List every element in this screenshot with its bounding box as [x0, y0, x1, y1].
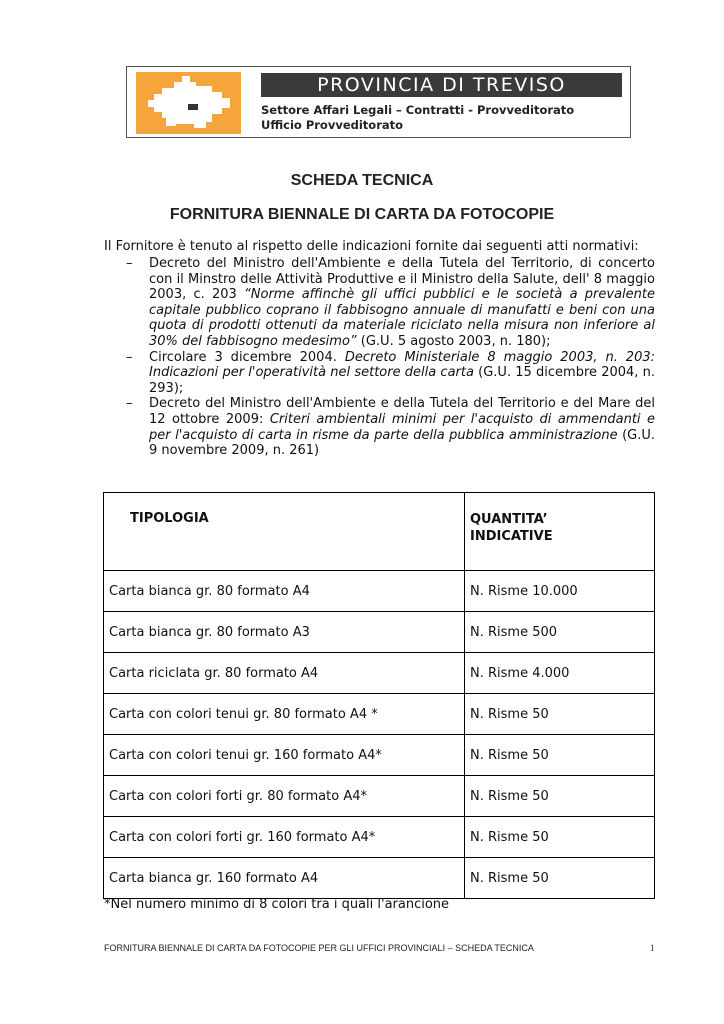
norm-title: “Norme affinchè gli uffici pubblici e le società a prevalente capitale pubblico coprano il fabbisogno annuale di manufatti e beni con una quota di prodotti ottenuti da materiale riciclato nella misura non inferiore al 30% del fabbisogno medesimo” [149, 287, 655, 349]
sector-line: Settore Affari Legali – Contratti - Provveditorato [261, 103, 575, 117]
document-subtitle: FORNITURA BIENNALE DI CARTA DA FOTOCOPIE [169, 206, 555, 223]
cell-type: Carta bianca gr. 160 formato A4 [104, 858, 465, 899]
cell-type: Carta con colori forti gr. 160 formato A4* [104, 817, 465, 858]
header-quantita [465, 493, 655, 571]
table-row [104, 653, 655, 694]
page-number: 1 [650, 943, 655, 953]
norm-ref: (G.U. 9 novembre 2009, n. 261) [149, 427, 655, 459]
header-quantita-line1: QUANTITA’ [470, 512, 548, 527]
cell-type: Carta con colori forti gr. 80 formato A4* [104, 776, 465, 817]
cell-qty: N. Risme 500 [465, 612, 655, 653]
header-quantita-line2: INDICATIVE [470, 529, 553, 544]
table-header-row [104, 493, 655, 571]
cell-qty: N. Risme 50 [465, 694, 655, 735]
norm-text: Circolare 3 dicembre 2004. [149, 349, 345, 365]
province-logo [136, 72, 241, 134]
cell-qty: N. Risme 50 [465, 858, 655, 899]
cell-type: Carta riciclata gr. 80 formato A4 [104, 653, 465, 694]
norm-text: Decreto del Ministro dell'Ambiente e della Tutela del Territorio e del Mare del 12 ottobre 2009: [149, 396, 655, 427]
cell-type: Carta con colori tenui gr. 160 formato A4* [104, 735, 465, 776]
norm-ref: (G.U. 15 dicembre 2004, n. 293); [149, 365, 655, 396]
table-row [104, 571, 655, 612]
supply-table [103, 492, 655, 899]
office-line: Ufficio Provveditorato [261, 118, 404, 132]
table-row [104, 735, 655, 776]
norm-ref: (G.U. 5 agosto 2003, n. 180); [356, 333, 551, 349]
table-row [104, 817, 655, 858]
list-dash: – [126, 349, 133, 365]
norm-text: Decreto del Ministro dell'Ambiente e della Tutela del Territorio, di concerto con il Minstro delle Attività Produttive e il Ministro della Salute, dell' 8 maggio 2003, c. 203 [149, 256, 655, 303]
norms-list [104, 256, 655, 459]
cell-qty: N. Risme 50 [465, 735, 655, 776]
header-tipologia: TIPOLOGIA [104, 493, 465, 571]
norm-title: Decreto Ministeriale 8 maggio 2003, n. 203: Indicazioni per l'operatività nel settore della carta [149, 349, 655, 381]
cell-type: Carta bianca gr. 80 formato A4 [104, 571, 465, 612]
table-row [104, 612, 655, 653]
norm-item [104, 396, 655, 458]
page-footer: FORNITURA BIENNALE DI CARTA DA FOTOCOPIE PER GLI UFFICI PROVINCIALI – SCHEDA TECNICA [104, 943, 534, 953]
province-banner: PROVINCIA DI TREVISO [261, 73, 622, 97]
cell-qty: N. Risme 4.000 [465, 653, 655, 694]
norm-item [104, 350, 655, 397]
list-dash: – [126, 396, 133, 412]
cell-qty: N. Risme 50 [465, 817, 655, 858]
letterhead [126, 66, 631, 138]
table-row [104, 858, 655, 899]
cell-type: Carta bianca gr. 80 formato A3 [104, 612, 465, 653]
list-dash: – [126, 256, 133, 271]
office-info [261, 103, 574, 133]
cell-qty: N. Risme 10.000 [465, 571, 655, 612]
norm-title: Criteri ambientali minimi per l'acquisto di ammendanti e per l'acquisto di carta in risme da parte della pubblica amministrazione [149, 411, 655, 443]
cell-qty: N. Risme 50 [465, 776, 655, 817]
intro-text: Il Fornitore è tenuto al rispetto delle indicazioni fornite dai seguenti atti normativi: [104, 239, 639, 254]
cell-type: Carta con colori tenui gr. 80 formato A4 * [104, 694, 465, 735]
table-row [104, 776, 655, 817]
table-row [104, 694, 655, 735]
document-title: SCHEDA TECNICA [290, 172, 434, 189]
norm-item [104, 256, 655, 350]
footnote: *Nel numero minimo di 8 colori tra i quali l'arancione [104, 897, 450, 912]
